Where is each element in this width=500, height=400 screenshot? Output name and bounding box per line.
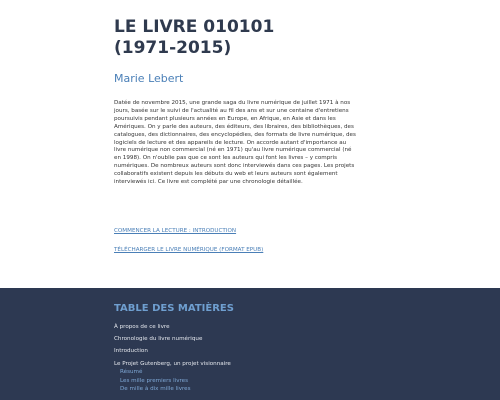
- toc-item-gutenberg[interactable]: Le Projet Gutenberg, un projet visionnaire: [114, 360, 231, 367]
- toc-subitem-first-thousand[interactable]: Les mille premiers livres: [120, 377, 189, 384]
- author-name: Marie Lebert: [114, 72, 184, 85]
- toc-subitem-summary[interactable]: Résumé: [120, 369, 143, 375]
- toc-subitem-ten-thousand[interactable]: De mille à dix mille livres: [120, 386, 191, 393]
- toc-item-about[interactable]: À propos de ce livre: [114, 324, 170, 330]
- book-description: Datée de novembre 2015, une grande saga du livre numérique de juillet 1971 à nos jours, basée sur le suivi de l'actualité au fil des ans et sur une centaine d'entretiens poursuivis pendant plusieurs années en Europe, en Afrique, en Asie et dans les Amériques. On y parle des auteurs, des éditeurs, des libraires, des bibliothèques, des catalogues, des dictionnaires, des encyclopédies, des formats de livre numérique, des logiciels de lecture et des appareils de lecture. On accorde autant d'importance au livre numérique non commercial (né en 1971) qu'au livre numérique commercial (né en 1998). On n'oublie pas que ce sont les auteurs qui font les livres – y compris numériques. De nombreux auteurs sont donc interviewés dans ces pages. Les projets collaboratifs existent depuis les débuts du web et leurs auteurs sont également interviewés ici. Ce livre est complété par une chronologie détaillée.: [114, 100, 356, 186]
- download-epub-link[interactable]: TÉLÉCHARGER LE LIVRE NUMÉRIQUE (FORMAT EPUB): [114, 247, 264, 253]
- toc-sublist-gutenberg: [120, 368, 191, 394]
- toc-item-chronology[interactable]: Chronologie du livre numérique: [114, 336, 203, 343]
- book-title: LE LIVRE 010101 (1971-2015): [114, 17, 275, 58]
- table-of-contents: [0, 288, 500, 400]
- toc-heading: TABLE DES MATIÈRES: [114, 303, 234, 314]
- toc-item-introduction[interactable]: Introduction: [114, 348, 148, 355]
- toc-list: [114, 321, 231, 370]
- start-reading-link[interactable]: COMMENCER LA LECTURE : INTRODUCTION: [114, 228, 237, 234]
